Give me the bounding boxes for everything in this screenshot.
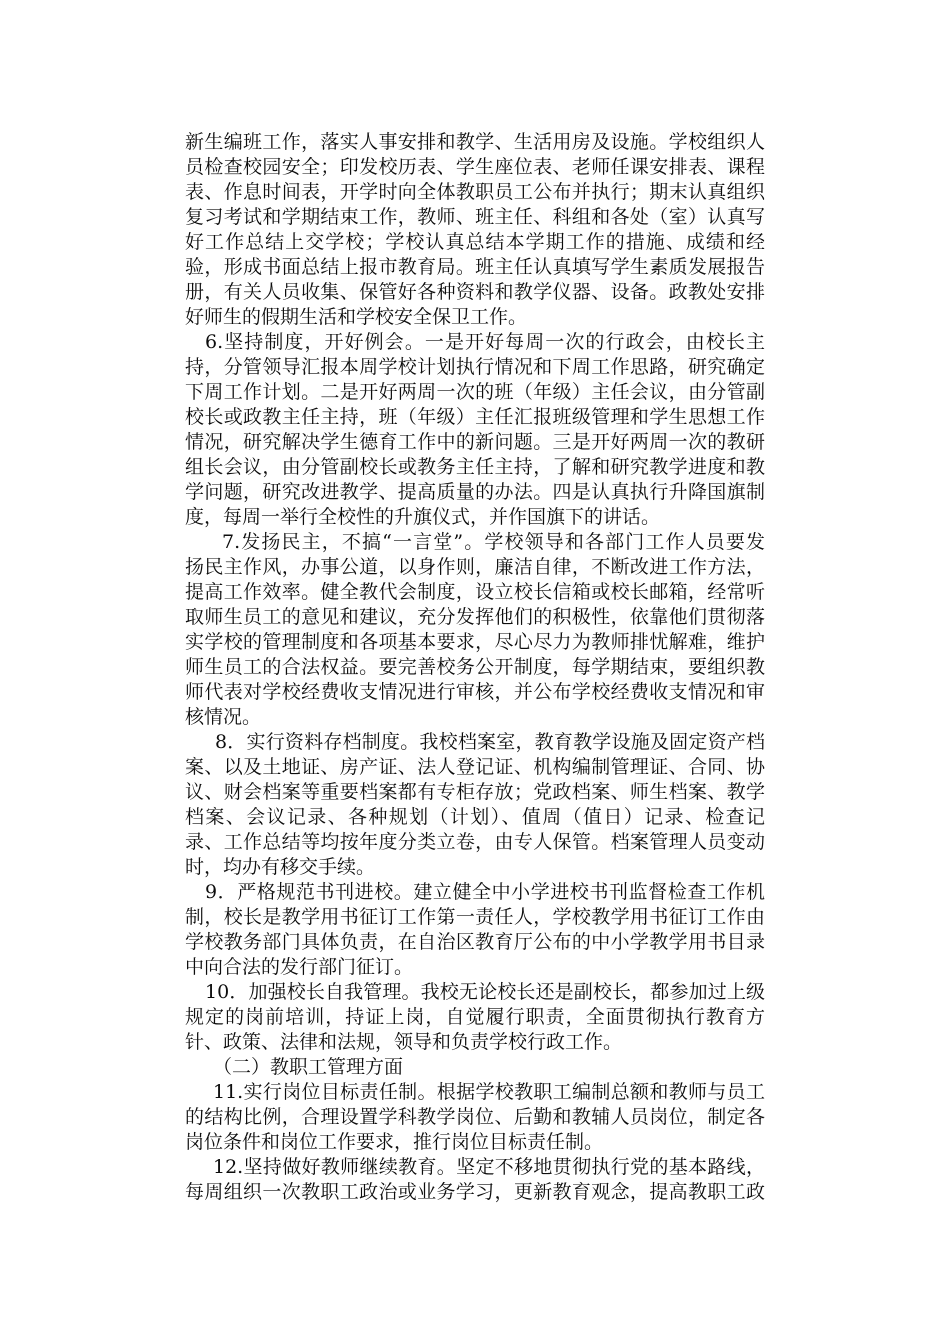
text-line: 每周组织一次教职工政治或业务学习，更新教育观念，提高教职工政 [185,1181,765,1203]
text-line: 10．加强校长自我管理。我校无论校长还是副校长，都参加过上级 [205,981,765,1003]
section-heading-text: （二）教职工管理方面 [213,1056,404,1078]
text-line: 的结构比例，合理设置学科教学岗位、后勤和教辅人员岗位，制定各 [185,1106,765,1128]
text-line: 岗位条件和岗位工作要求，推行岗位目标责任制。 [185,1131,604,1153]
text-line: 9．严格规范书刊进校。建立健全中小学进校书刊监督检查工作机 [205,881,765,903]
text-line: 师代表对学校经费收支情况进行审核，并公布学校经费收支情况和审 [185,681,765,703]
text-line: 案、以及土地证、房产证、法人登记证、机构编制管理证、合同、协 [185,756,765,778]
text-line: 录、工作总结等均按年度分类立卷，由专人保管。档案管理人员变动 [185,831,765,853]
paragraph-item-8 [185,730,765,880]
paragraph-item-6 [185,330,765,530]
text-line: 时，均办有移交手续。 [185,856,376,878]
text-line: 核情况。 [185,706,262,728]
text-line: 制，校长是教学用书征订工作第一责任人，学校教学用书征订工作由 [185,906,765,928]
text-line: 6.坚持制度，开好例会。一是开好每周一次的行政会，由校长主 [205,331,765,353]
text-line: 实学校的管理制度和各项基本要求，尽心尽力为教师排忧解难，维护 [185,631,765,653]
text-line: 校长或政教主任主持，班（年级）主任汇报班级管理和学生思想工作 [185,406,765,428]
text-line: 议、财会档案等重要档案都有专柜存放；党政档案、师生档案、教学 [185,781,765,803]
text-line: 学问题，研究改进教学、提高质量的办法。四是认真执行升降国旗制 [185,481,765,503]
text-line: 学校教务部门具体负责，在自治区教育厅公布的中小学教学用书目录 [185,931,765,953]
text-line: 员检查校园安全；印发校历表、学生座位表、老师任课安排表、课程 [185,156,765,178]
text-line: 档案、会议记录、各种规划（计划）、值周（值日）记录、检查记 [185,806,765,828]
text-line: 度，每周一举行全校性的升旗仪式，并作国旗下的讲话。 [185,506,661,528]
text-line: 规定的岗前培训，持证上岗，自觉履行职责，全面贯彻执行教育方 [185,1006,765,1028]
text-line: 持，分管领导汇报本周学校计划执行情况和下周工作思路，研究确定 [185,356,765,378]
text-line: 师生员工的合法权益。要完善校务公开制度，每学期结束，要组织教 [185,656,765,678]
text-line: 扬民主作风，办事公道，以身作则，廉洁自律，不断改进工作方法， [185,556,765,578]
text-line: 下周工作计划。二是开好两周一次的班（年级）主任会议，由分管副 [185,381,765,403]
text-line: 新生编班工作，落实人事安排和教学、生活用房及设施。学校组织人 [185,131,765,153]
paragraph-item-12 [185,1155,765,1205]
text-line: 好师生的假期生活和学校安全保卫工作。 [185,306,528,328]
text-line: 表、作息时间表，开学时向全体教职员工公布并执行；期末认真组织 [185,181,765,203]
paragraph-continued [185,130,765,330]
text-line: 7.发扬民主，不搞“一言堂”。学校领导和各部门工作人员要发 [222,531,765,553]
text-line: 11.实行岗位目标责任制。根据学校教职工编制总额和教师与员工 [213,1081,765,1103]
paragraph-item-11 [185,1080,765,1155]
text-line: 册，有关人员收集、保管好各种资料和教学仪器、设备。政教处安排 [185,281,765,303]
text-line: 情况，研究解决学生德育工作中的新问题。三是开好两周一次的教研 [185,431,765,453]
text-line: 验，形成书面总结上报市教育局。班主任认真填写学生素质发展报告 [185,256,765,278]
text-line: 好工作总结上交学校；学校认真总结本学期工作的措施、成绩和经 [185,231,765,253]
paragraph-item-9 [185,880,765,980]
text-line: 针、政策、法律和法规，领导和负责学校行政工作。 [185,1031,623,1053]
text-line: 12.坚持做好教师继续教育。坚定不移地贯彻执行党的基本路线， [213,1156,765,1178]
text-line: 复习考试和学期结束工作，教师、班主任、科组和各处（室）认真写 [185,206,765,228]
text-line: 组长会议，由分管副校长或教务主任主持，了解和研究教学进度和教 [185,456,765,478]
paragraph-item-10 [185,980,765,1055]
text-line: 取师生员工的意见和建议，充分发挥他们的积极性，依靠他们贯彻落 [185,606,765,628]
body-text [185,130,765,1205]
text-line: 8．实行资料存档制度。我校档案室，教育教学设施及固定资产档 [215,731,765,753]
section-heading-staff-management [185,1055,765,1080]
text-line: 提高工作效率。健全教代会制度，设立校长信箱或校长邮箱，经常听 [185,581,765,603]
text-line: 中向合法的发行部门征订。 [185,956,414,978]
paragraph-item-7 [185,530,765,730]
